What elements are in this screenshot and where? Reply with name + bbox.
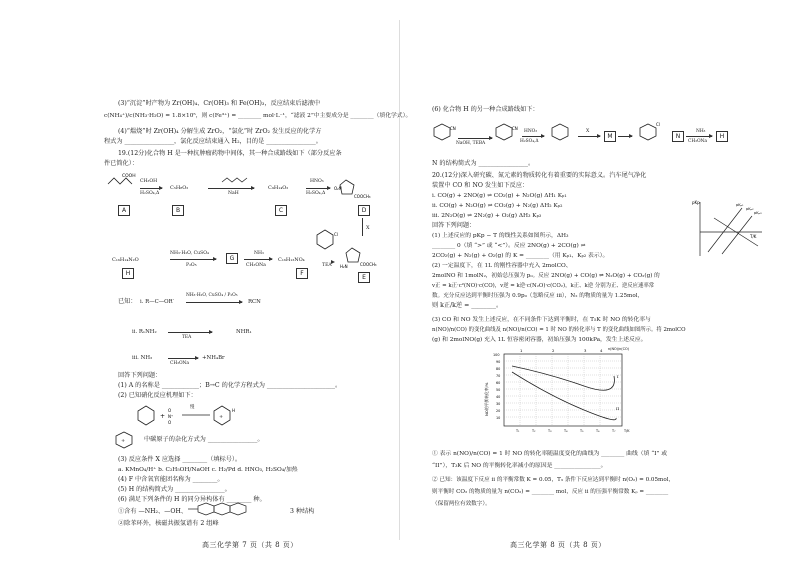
- q20-line-14: 则 k正/k逆 = ________。: [432, 302, 503, 309]
- label-box-c: C: [275, 205, 287, 216]
- y-tick-80: 80: [496, 367, 501, 371]
- compound-h-formula: C₁₆H₁₄N₂O: [112, 257, 139, 263]
- scheme2-arrow-1: [458, 138, 492, 139]
- q19-line1: 19.(12分)化合物 H 是一种抗肿瘤药物中间体，其一种合成路线如下（部分反应条: [118, 150, 342, 157]
- known-iii-condition: CH₃ONa: [170, 361, 190, 366]
- top-tick-2: 2: [552, 348, 555, 353]
- answer-6-cond1: ①含有 —NH₂、—OH、: [118, 508, 188, 515]
- scheme2-arrow-5: [686, 136, 712, 137]
- known-ii: ii. R₁NH₂: [132, 329, 157, 335]
- label-box-f: F: [296, 268, 308, 279]
- scheme2-box-h: H: [716, 131, 728, 142]
- reagent-1-bottom: H₂SO₄,Δ: [140, 191, 160, 196]
- answer-6-cond1-end: 3 种结构: [290, 508, 315, 515]
- alkyl-chloride-structure: [222, 176, 252, 186]
- pkp3-label: pKₚ₃: [754, 211, 762, 215]
- scheme2-box-n: N: [672, 131, 684, 142]
- y-tick-70: 70: [496, 374, 501, 378]
- compound-c-formula: C₉H₁₄O₂: [268, 185, 289, 191]
- scheme2-reagent-2-top: HNO₃: [524, 129, 538, 134]
- svg-text:CN: CN: [450, 126, 456, 131]
- reagent-3-top: HNO₃: [310, 179, 324, 184]
- y-tick-30: 30: [496, 402, 501, 406]
- y-tick-50: 50: [496, 388, 501, 392]
- reagent-3-bottom: H₂SO₄,Δ: [306, 191, 326, 196]
- scheme2-nitro-intermediate: [546, 122, 576, 144]
- label-box-d: D: [358, 205, 370, 216]
- known-iii-product: +NH₄Br: [202, 355, 225, 361]
- known-i: i. R—C—OR′: [140, 299, 174, 305]
- pkp-graph-xlabel: T/K: [750, 234, 757, 239]
- q6-title: (6) 化合物 H 的另一种合成路线如下：: [432, 106, 539, 113]
- arenium-ion: [114, 430, 144, 450]
- scheme2-arrow-3: [578, 136, 600, 137]
- known-label: 已知：: [118, 298, 137, 305]
- q20-sub2-line1: ② 已知：该温度下反应 ii 的平衡常数 K = 0.05，T₃ 条件下反应达到平衡时 n(O₂) = 0.05mol，: [432, 477, 675, 483]
- known-ii-product: NHR₁: [236, 329, 252, 335]
- svg-text:COOCH₃: COOCH₃: [354, 194, 371, 199]
- arrow-a-b: [140, 188, 162, 189]
- y-tick-60: 60: [496, 381, 501, 385]
- scheme2-intermediate-1: [494, 122, 520, 144]
- label-box-g: G: [226, 253, 238, 264]
- x-tick-t3: T₃: [548, 429, 552, 433]
- scheme2-arrow-4: [618, 136, 632, 137]
- top-axis-label: n(NO)/n(CO): [608, 347, 629, 351]
- biphenyl-fragment: [188, 502, 288, 516]
- label-box-h: H: [122, 268, 134, 279]
- curve-i: [512, 366, 614, 390]
- svg-text:+: +: [160, 413, 166, 420]
- q20-line-5: iii. 2N₂O(g) ⇌ 2N₂(g) + O₂(g) ΔH₃ Kₚ₃: [432, 213, 542, 219]
- reagent-5-top: NH₃: [254, 251, 264, 256]
- label-box-e: E: [358, 272, 370, 283]
- pkp-vs-t-graph: [692, 198, 764, 260]
- known-iii-arrow: [168, 358, 198, 359]
- q20-line-11: 2molNO 和 1molN₂，初始总压强为 p₀。反应 2NO(g) + CO(g) ⇌ N₂O(g) + CO₂(g) 的: [432, 273, 660, 279]
- q20-sub1-line2: “II”），T₃K 后 NO 的平衡转化率减小的原因是 ________________。: [432, 463, 607, 469]
- svg-text:H₂N: H₂N: [340, 264, 348, 269]
- known-ii-condition: TEA: [182, 335, 192, 340]
- benzyl-cyanide-structure: [432, 122, 458, 144]
- answers-intro: 回答下列问题：: [118, 372, 162, 379]
- svg-text:H: H: [232, 408, 236, 413]
- answer-4: (4) F 中含氧官能团名称为 ________。: [118, 476, 224, 483]
- scheme2-reagent-2-bottom: H₂SO₄,Δ: [520, 139, 539, 144]
- x-tick-t4: T₄: [564, 429, 568, 433]
- q20-line-7: (1) 上述反应的 pKp − T 的线性关系如图所示，ΔH₃: [432, 233, 569, 239]
- y-tick-90: 90: [496, 360, 501, 364]
- x-tick-t1: T₁: [516, 429, 520, 433]
- curve-i-label: I: [617, 374, 619, 379]
- arrow-b-c: [208, 188, 254, 189]
- q20-line-8: ________ 0（填 “>” 或 “<”）。反应 2NO(g) + 2CO(g) ⇌: [432, 243, 586, 249]
- svg-text:O: O: [168, 420, 172, 425]
- svg-text:N⁺: N⁺: [168, 414, 174, 419]
- reagent-2: NaH: [228, 191, 239, 196]
- x-tick-t6: T₆: [596, 429, 600, 433]
- q4-line2: 程式为 ________________，氯化反应结束通入 H₂，目的是 ________________。: [104, 138, 322, 145]
- q20-line-13: 数。充分反应达到平衡时压强为 0.9p₀（忽略反应 iii），N₂ 的物质的量为 1.25mol，: [432, 293, 644, 299]
- reagent-6: TEA: [322, 263, 332, 268]
- known-iii: iii. NH₃: [132, 355, 153, 361]
- x-tick-t2: T₂: [532, 429, 536, 433]
- q20-line-1: 20.(12分)深入研究碳、氮元素的物质转化有着重要的实际意义。汽车尾气净化: [432, 172, 647, 179]
- q20-line-4: ii. CO(g) + N₂O(g) ⇌ CO₂(g) + N₂(g) ΔH₂ Kₚ₂: [432, 203, 563, 209]
- q20-line-9: 2CO₂(g) + N₂(g) + O₂(g) 的 K = ________（用 Kₚ₁、Kₚ₂ 表示）。: [432, 253, 609, 259]
- curve-ii-label: II: [616, 406, 620, 411]
- q20-sub2-line2: 则平衡时 CO₂ 的物质的量为 n(CO₂) = ________ mol，反应 ii 的压强平衡常数 Kₚ = ________: [432, 489, 669, 495]
- conv-graph-ylabel: NO的平衡转化率/%: [484, 382, 489, 416]
- x-axis-label: T/K: [624, 429, 630, 433]
- svg-text:Cl: Cl: [334, 232, 338, 237]
- x-tick-t7: T₇: [612, 429, 616, 433]
- y-tick-40: 40: [496, 395, 501, 399]
- q6-question: N 的结构简式为 ________________。: [432, 160, 535, 167]
- q20-line-12: v正 = k正·c²(NO)·c(CO)，v逆 = k逆·c(N₂O)·c(CO₂)，k正、k逆 分别为正、逆反应速率常: [432, 283, 655, 289]
- known-i-condition: NH₃·H₂O, CuSO₄ / P₂O₅: [186, 293, 238, 298]
- arrow-g-h: [170, 259, 216, 260]
- q20-line-16: n(NO)/n(CO) 的变化曲线及 n(NO)/n(CO) = 1 时 NO 的转化率与 T 的变化曲线如图所示。将 2molCO: [432, 327, 686, 333]
- svg-text:CN: CN: [512, 126, 518, 131]
- answer-2: (2) 已知硝化反应机理如下：: [118, 392, 197, 399]
- compound-b-formula: C₅H₈O₂: [170, 185, 189, 191]
- arrow-f-g: [244, 259, 272, 260]
- pkp2-label: pKₚ₂: [746, 207, 754, 211]
- svg-text:COOCH₃: COOCH₃: [360, 262, 377, 267]
- q4-line1: (4)“熅烧”时 Zr(OH)₄ 分解生成 ZrO₂，“氯化”时 ZrO₂ 发生反应的化学方: [118, 128, 322, 135]
- pkp2-line: [722, 216, 752, 254]
- answer-6-cond2: ②除苯环外，核磁共振氢谱有 2 组峰: [118, 520, 219, 527]
- compound-f-formula: C₁₆H₁₃NO₄: [278, 257, 305, 263]
- answer-3: (3) 反应条件 X 应选择 ________（填标号）。: [118, 456, 242, 463]
- top-tick-3: 3: [584, 348, 587, 353]
- scheme2-acyl-chloride: [634, 118, 668, 144]
- nitration-mechanism: [136, 402, 256, 428]
- y-tick-100: 100: [493, 353, 500, 357]
- top-tick-4: 4: [600, 348, 603, 353]
- known-ii-arrow: [168, 332, 212, 333]
- reagent-x: X: [366, 225, 370, 231]
- y-tick-20: 20: [496, 409, 501, 413]
- q20-line-10: (2) 一定温度下，在 1L 的刚性容器中充入 2molCO、: [432, 263, 572, 269]
- reagent-4-top: NH₃·H₂O, CuSO₄: [170, 251, 209, 256]
- y-tick-10: 10: [496, 416, 501, 420]
- q20-sub1-line1: ① 表示 n(NO)/n(CO) = 1 时 NO 的转化率随温度变化的曲线为 ________ 曲线（填 “I” 或: [432, 451, 668, 457]
- answer-2b: 中碳原子的杂化方式为 ________________。: [144, 436, 264, 443]
- label-box-b: B: [172, 205, 184, 216]
- reagent-5-bottom: CH₃ONa: [246, 263, 266, 268]
- page-8: [400, 0, 800, 566]
- footer-page-7: 高三化学第 7 页（共 8 页）: [202, 541, 298, 549]
- answer-5: (5) H 的结构简式为 ________________。: [118, 486, 231, 493]
- arrow-c-d: [306, 188, 330, 189]
- q20-line-15: (3) CO 和 NO 发生上述反应，在不同条件下达到平衡时，在 T₅K 时 NO 的转化率与: [432, 317, 651, 323]
- reagent-1-top: CH₃OH: [140, 179, 158, 184]
- q20-sub2-line3: （保留两位有效数字）。: [432, 501, 491, 507]
- scheme2-reagent-3-bottom: CH₃ONa: [688, 139, 708, 144]
- pkp1-line: [708, 208, 742, 252]
- known-i-arrow: [186, 302, 242, 303]
- pkp1-label: pKₚ₁: [736, 203, 744, 207]
- no-conversion-graph: [484, 346, 640, 438]
- svg-text:+: +: [121, 438, 126, 444]
- q3-line1: (3)“沉淀”时产物为 Zr(OH)₄、Cr(OH)₃ 和 Fe(OH)₃，反应结束后滤液中: [118, 100, 321, 107]
- q20-line-3: i. CO(g) + 2NO(g) ⇌ CO₂(g) + N₂O(g) ΔH₁ Kₚ₁: [432, 193, 567, 199]
- svg-text:COOH: COOH: [122, 174, 136, 179]
- svg-text:O: O: [168, 408, 172, 413]
- q20-line-17: (g) 和 2molNO(g) 充入 1L 恒容密闭容器，初始压强为 100kPa，发生上述反应。: [432, 337, 647, 343]
- scheme2-arrow-2: [522, 136, 544, 137]
- known-i-product: RCN: [248, 299, 261, 305]
- x-tick-t5: T₅: [580, 429, 584, 433]
- q20-line-2: 装置中 CO 和 NO 发生如下反应：: [432, 182, 529, 189]
- scheme2-reagent-3-top: NH₃: [696, 129, 706, 134]
- nitration-condition: 慢: [190, 405, 195, 410]
- compound-e-structure: [340, 242, 380, 270]
- top-tick-1: 1: [520, 348, 523, 353]
- compound-d-structure: [334, 176, 371, 202]
- label-box-a: A: [118, 205, 130, 216]
- compound-a-structure: [108, 172, 138, 192]
- q3-line2: c(NH₄⁺)/c(NH₃·H₂O) = 1.8×10⁵，则 c(Fe³⁺) = ________ mol·L⁻¹，“滤液 2”中主要成分是 ________（填化学式）。: [104, 113, 412, 119]
- q19-line2: 件已简化）：: [104, 160, 139, 167]
- svg-text:O₂N: O₂N: [334, 186, 342, 191]
- scheme2-box-m: M: [604, 131, 616, 142]
- answer-1: (1) A 的名称是 ____________；B→C 的化学方程式为 ______________________。: [118, 382, 342, 389]
- answer-6: (6) 满足下列条件的 H 的同分异构体有 ________ 种。: [118, 496, 266, 503]
- footer-page-8: 高三化学第 8 页（共 8 页）: [510, 541, 606, 549]
- scheme2-x: X: [586, 129, 590, 134]
- answer-3-options: a. KMnO₄/H⁺ b. C₂H₅OH/NaOH c. H₂/Pd d. HNO₃, H₂SO₄/加热: [118, 467, 298, 473]
- q20-line-6: 回答下列问题：: [432, 222, 476, 229]
- svg-text:+: +: [219, 414, 224, 420]
- pkp-graph-ylabel: pKp: [692, 200, 700, 205]
- reagent-4-bottom: P₂O₅: [186, 263, 197, 268]
- svg-text:Cl: Cl: [656, 122, 660, 127]
- arrow-d-e: [362, 218, 363, 236]
- scheme2-reagent-1: NaOH, TEBA: [456, 141, 486, 146]
